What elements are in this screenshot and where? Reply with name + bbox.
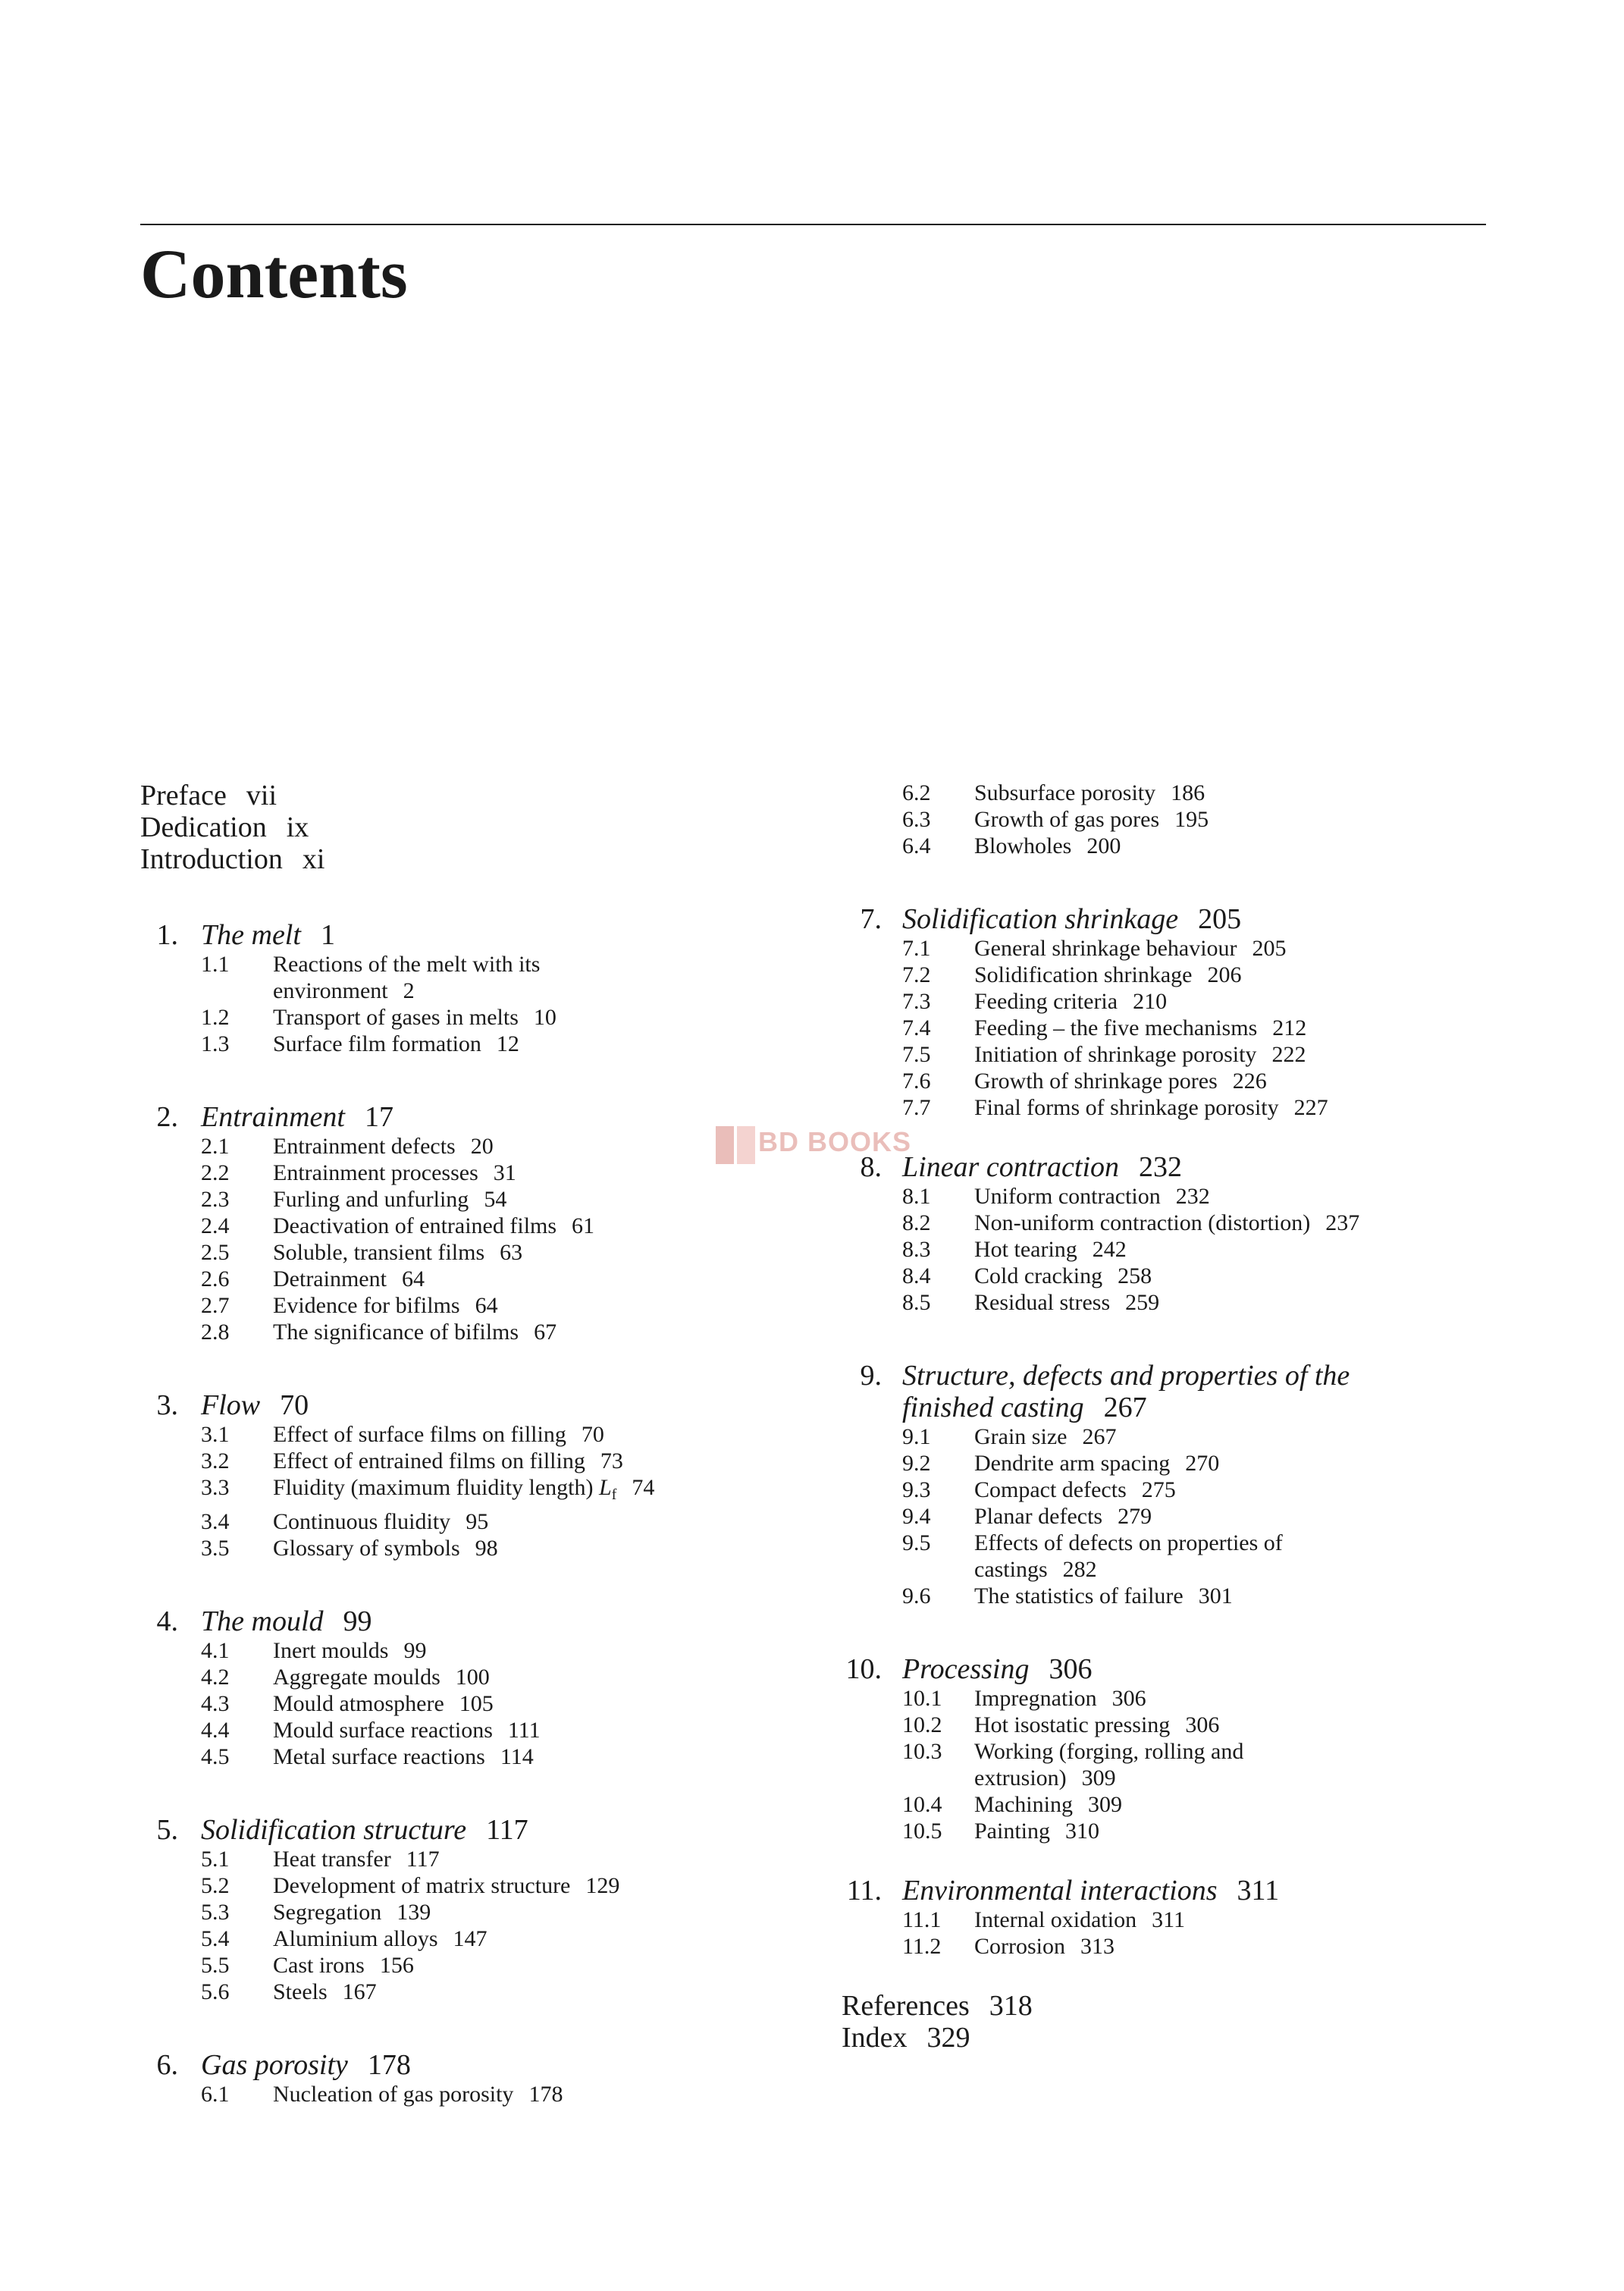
chapter-heading[interactable]: 3. Flow 70	[156, 1389, 309, 1421]
page-title: Contents	[140, 235, 408, 312]
spacer	[140, 1561, 823, 1605]
section-entry[interactable]: 2.8 The significance of bifilms 67	[201, 1320, 557, 1345]
section-entry[interactable]: 2.3 Furling and unfurling 54	[201, 1187, 507, 1212]
section-entry[interactable]: 5.3 Segregation 139	[201, 1900, 431, 1925]
chapter-heading[interactable]: 1. The melt 1	[156, 919, 335, 951]
section-entry[interactable]: 7.1 General shrinkage behaviour 205	[902, 936, 1287, 961]
section-entry[interactable]: 9.6 The statistics of failure 301	[902, 1583, 1233, 1608]
book-icon	[713, 1122, 760, 1169]
section-entry[interactable]: 7.2 Solidification shrinkage 206	[902, 962, 1242, 987]
spacer	[140, 1345, 823, 1389]
section-entry[interactable]: 6.3 Growth of gas pores 195	[902, 807, 1209, 832]
section-entry[interactable]: 10.4 Machining 309	[902, 1792, 1122, 1817]
section-entry[interactable]: 7.4 Feeding – the five mechanisms 212	[902, 1015, 1307, 1040]
section-entry[interactable]: 8.1 Uniform contraction 232	[902, 1184, 1210, 1209]
section-entry[interactable]: 2.7 Evidence for bifilms 64	[201, 1293, 498, 1318]
section-entry[interactable]: 8.5 Residual stress 259	[902, 1290, 1160, 1315]
section-entry[interactable]: 8.2 Non-uniform contraction (distortion) 237	[902, 1210, 1360, 1235]
section-entry[interactable]: 9.4 Planar defects 279	[902, 1504, 1152, 1529]
section-entry[interactable]: 3.4 Continuous fluidity 95	[201, 1509, 489, 1534]
back-matter-entry[interactable]: References 318	[842, 1990, 1033, 2022]
chapter-heading[interactable]: 7. Solidification shrinkage 205	[860, 903, 1242, 935]
chapter-heading[interactable]: 9. Structure, defects and properties of the	[860, 1360, 1350, 1392]
spacer	[842, 1609, 1600, 1653]
section-entry[interactable]: 3.1 Effect of surface films on filling 70	[201, 1422, 604, 1447]
front-matter-entry[interactable]: Preface vii	[140, 780, 277, 811]
section-entry[interactable]: 7.6 Growth of shrinkage pores 226	[902, 1069, 1267, 1094]
section-entry[interactable]: 1.1 Reactions of the melt with its environment 2	[201, 952, 541, 1003]
symbol-l: L	[598, 1475, 612, 1500]
section-entry[interactable]: 2.2 Entrainment processes 31	[201, 1160, 516, 1185]
section-entry[interactable]: 2.6 Detrainment 64	[201, 1266, 425, 1291]
chapter-heading[interactable]: 2. Entrainment 17	[156, 1101, 393, 1133]
section-entry[interactable]: 10.1 Impregnation 306	[902, 1686, 1146, 1711]
section-entry[interactable]: 8.3 Hot tearing 242	[902, 1237, 1127, 1262]
spacer	[842, 1121, 1600, 1151]
chapter-heading[interactable]: 8. Linear contraction 232	[860, 1151, 1183, 1183]
title-rule	[140, 224, 1486, 225]
section-entry[interactable]: 9.5 Effects of defects on properties of castings 282	[902, 1530, 1283, 1582]
section-entry[interactable]: 5.5 Cast irons 156	[201, 1953, 414, 1978]
front-matter-entry[interactable]: Introduction xi	[140, 843, 325, 875]
chapter-heading[interactable]: 6. Gas porosity 178	[156, 2049, 411, 2081]
section-entry[interactable]: 10.2 Hot isostatic pressing 306	[902, 1712, 1220, 1737]
watermark	[713, 1120, 940, 1172]
section-entry[interactable]: 4.2 Aggregate moulds 100	[201, 1665, 490, 1690]
spacer	[140, 1770, 823, 1814]
contents-right-column	[842, 780, 1600, 2054]
watermark-text: BD BOOKS	[758, 1126, 912, 1157]
spacer	[842, 1844, 1600, 1875]
contents-left-column	[140, 780, 823, 2107]
back-matter-entry[interactable]: Index 329	[842, 2022, 970, 2054]
section-entry[interactable]: 6.1 Nucleation of gas porosity 178	[201, 2082, 563, 2107]
chapter-heading[interactable]: 10. Processing 306	[845, 1653, 1093, 1685]
spacer	[140, 1057, 823, 1101]
section-entry[interactable]: 2.5 Soluble, transient films 63	[201, 1240, 523, 1265]
section-entry[interactable]: 9.1 Grain size 267	[902, 1424, 1117, 1449]
section-entry[interactable]: 10.5 Painting 310	[902, 1819, 1100, 1844]
section-entry[interactable]: 3.3 Fluidity (maximum fluidity length) $L_f$ 74	[201, 1475, 655, 1503]
spacer	[842, 1316, 1600, 1360]
spacer	[842, 1960, 1600, 1990]
section-entry[interactable]: 7.5 Initiation of shrinkage porosity 222	[902, 1042, 1306, 1067]
section-entry[interactable]: 8.4 Cold cracking 258	[902, 1263, 1152, 1288]
section-entry[interactable]: 4.5 Metal surface reactions 114	[201, 1744, 534, 1769]
section-entry[interactable]: 7.7 Final forms of shrinkage porosity 227	[902, 1095, 1328, 1120]
spacer	[140, 875, 823, 919]
spacer	[140, 2005, 823, 2049]
section-entry[interactable]: 2.1 Entrainment defects 20	[201, 1134, 494, 1159]
symbol-subscript: f	[611, 1486, 617, 1503]
chapter-heading[interactable]: 5. Solidification structure 117	[156, 1814, 528, 1846]
section-entry[interactable]: 7.3 Feeding criteria 210	[902, 989, 1168, 1014]
chapter-heading[interactable]: 11. Environmental interactions 311	[846, 1875, 1280, 1907]
section-entry[interactable]: 11.2 Corrosion 313	[902, 1934, 1115, 1959]
section-entry[interactable]: 6.4 Blowholes 200	[902, 833, 1121, 858]
spacer	[842, 859, 1600, 903]
section-entry[interactable]: 6.2 Subsurface porosity 186	[902, 780, 1205, 805]
section-entry[interactable]: 2.4 Deactivation of entrained films 61	[201, 1213, 595, 1238]
section-entry[interactable]: 1.2 Transport of gases in melts 10	[201, 1005, 556, 1030]
section-entry[interactable]: 4.3 Mould atmosphere 105	[201, 1691, 494, 1716]
section-entry[interactable]: 5.1 Heat transfer 117	[201, 1847, 440, 1872]
section-entry[interactable]: 5.6 Steels 167	[201, 1979, 377, 2004]
chapter-heading-continued[interactable]: finished casting 267	[902, 1392, 1147, 1423]
section-entry[interactable]: 10.3 Working (forging, rolling and extrusion) 309	[902, 1739, 1244, 1790]
section-entry[interactable]: 9.2 Dendrite arm spacing 270	[902, 1451, 1220, 1476]
section-entry[interactable]: 5.2 Development of matrix structure 129	[201, 1873, 620, 1898]
chapter-heading[interactable]: 4. The mould 99	[156, 1605, 372, 1637]
section-entry[interactable]: 9.3 Compact defects 275	[902, 1477, 1176, 1502]
section-entry[interactable]: 3.5 Glossary of symbols 98	[201, 1536, 498, 1561]
section-entry[interactable]: 1.3 Surface film formation 12	[201, 1031, 519, 1056]
section-entry[interactable]: 5.4 Aluminium alloys 147	[201, 1926, 488, 1951]
section-entry[interactable]: 4.4 Mould surface reactions 111	[201, 1718, 541, 1743]
front-matter-entry[interactable]: Dedication ix	[140, 811, 309, 843]
section-entry[interactable]: 11.1 Internal oxidation 311	[902, 1907, 1185, 1932]
section-entry[interactable]: 3.2 Effect of entrained films on filling 73	[201, 1448, 623, 1473]
section-entry[interactable]: 4.1 Inert moulds 99	[201, 1638, 427, 1663]
